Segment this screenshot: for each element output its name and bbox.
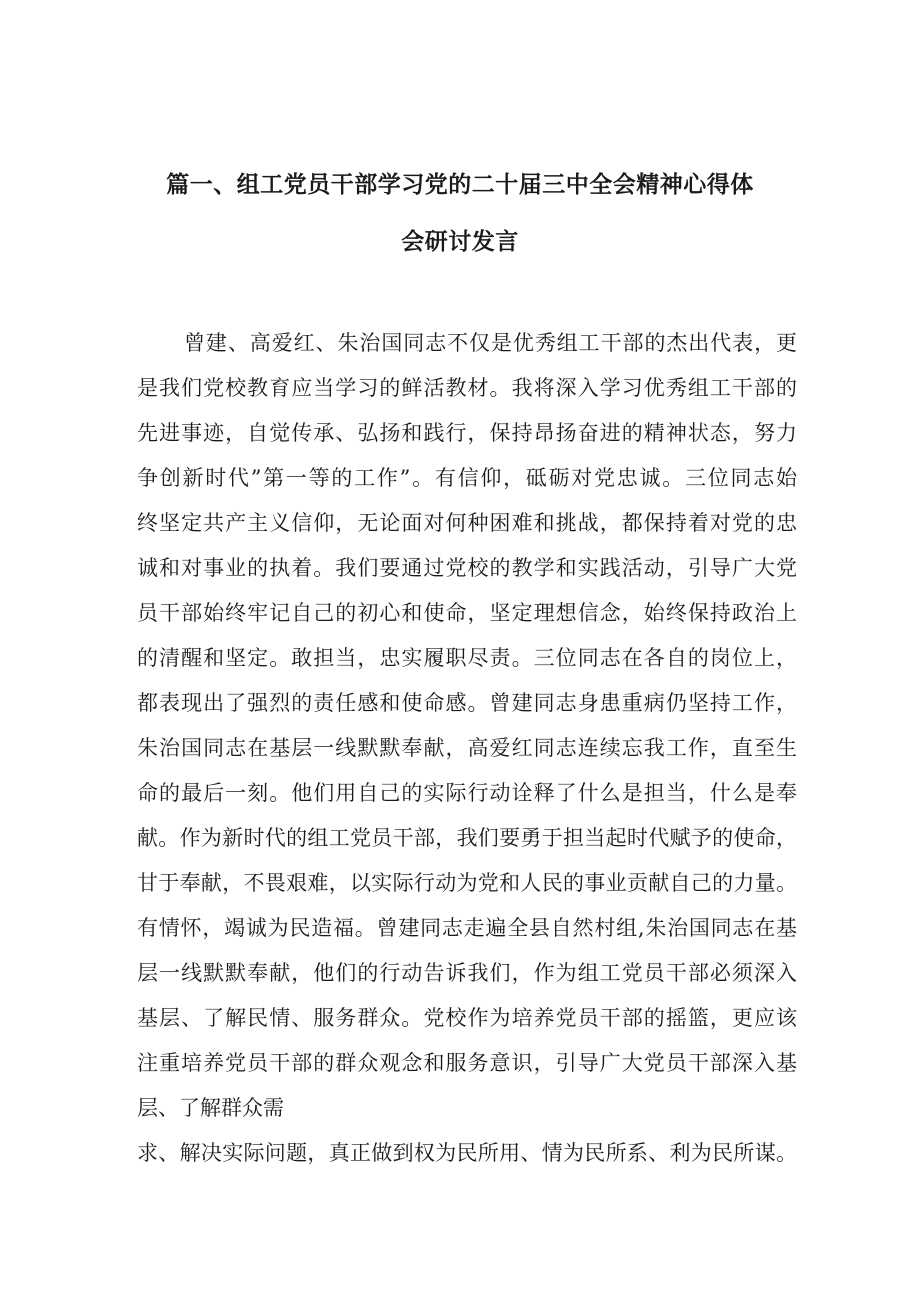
body-line: 命的最后一刻。他们用自己的实际行动诠释了什么是担当，什么是奉 — [137, 781, 797, 805]
body-line: 的清醒和坚定。敢担当，忠实履职尽责。三位同志在各自的岗位上， — [137, 646, 797, 670]
body-line: 有情怀，竭诚为民造福。曾建同志走遍全县自然村组,朱治国同志在基 — [137, 916, 797, 940]
body-line: 诚和对事业的执着。我们要通过党校的教学和实践活动，引导广大党 — [137, 556, 797, 580]
document-title-line-2: 会研讨发言 — [401, 229, 519, 255]
body-line: 献。作为新时代的组工党员干部，我们要勇于担当起时代赋予的使命， — [137, 826, 797, 850]
body-line: 朱治国同志在基层一线默默奉献，高爱红同志连续忘我工作，直至生 — [137, 736, 797, 760]
document-title-line-1: 篇一、组工党员干部学习党的二十届三中全会精神心得体 — [166, 172, 754, 198]
body-line: 是我们党校教育应当学习的鲜活教材。我将深入学习优秀组工干部的 — [137, 376, 797, 400]
body-line: 先进事迹，自觉传承、弘扬和践行，保持昂扬奋进的精神状态，努力 — [137, 421, 797, 445]
body-line: 层、了解群众需 — [137, 1096, 284, 1120]
body-line: 基层、了解民情、服务群众。党校作为培养党员干部的摇篮，更应该 — [137, 1006, 797, 1030]
body-line: 争创新时代”第一等的工作”。有信仰，砥砺对党忠诚。三位同志始 — [137, 466, 797, 490]
body-line: 曾建、高爱红、朱治国同志不仅是优秀组工干部的杰出代表，更 — [184, 331, 797, 355]
body-line: 层一线默默奉献，他们的行动告诉我们，作为组工党员干部必须深入 — [137, 961, 797, 985]
body-line: 都表现出了强烈的责任感和使命感。曾建同志身患重病仍坚持工作， — [137, 691, 797, 715]
body-line: 甘于奉献，不畏艰难，以实际行动为党和人民的事业贡献自己的力量。 — [137, 871, 797, 895]
body-line: 员干部始终牢记自己的初心和使命，坚定理想信念，始终保持政治上 — [137, 601, 797, 625]
body-line: 注重培养党员干部的群众观念和服务意识，引导广大党员干部深入基 — [137, 1051, 797, 1075]
body-line: 终坚定共产主义信仰，无论面对何种困难和挑战，都保持着对党的忠 — [137, 511, 797, 535]
body-line: 求、解决实际问题，真正做到权为民所用、情为民所系、利为民所谋。 — [137, 1141, 797, 1165]
